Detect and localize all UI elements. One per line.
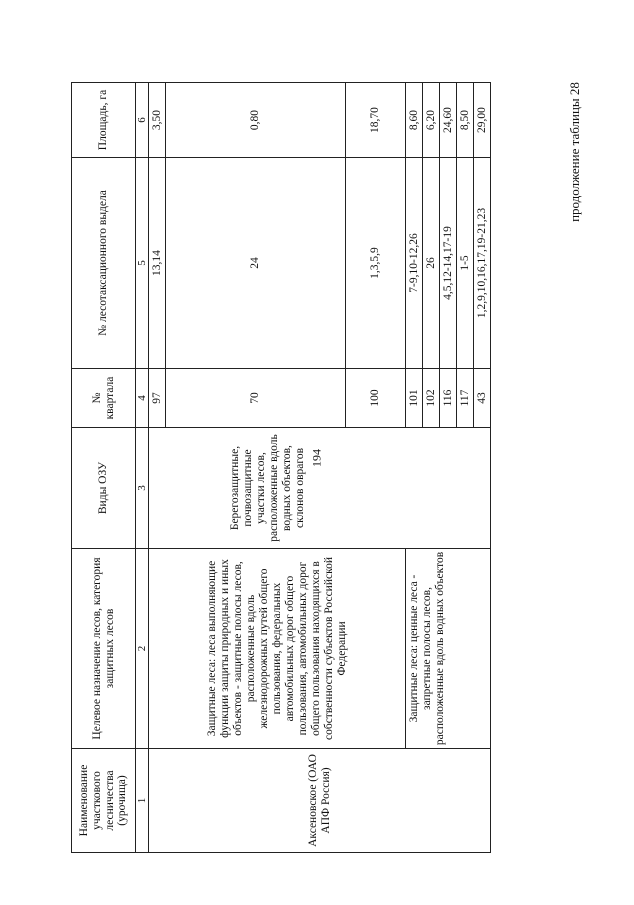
quarter-cell: 102 [423, 369, 440, 428]
protected-forests-table [71, 82, 491, 853]
quarter-cell: 116 [440, 369, 457, 428]
area-cell: 29,00 [474, 83, 491, 158]
header-purpose: Целевое назначение лесов, категория защитных лесов [72, 549, 136, 749]
ozu-type-cell: Берегозащитные, почвозащитные участки лесов, расположенные вдоль водных объектов, склонов оврагов [149, 428, 491, 549]
plot-numbers-cell: 1,2,9,10,16,17,19-21,23 [474, 158, 491, 369]
header-district: Наименование участкового лесничества (урочища) [72, 749, 136, 853]
table-header-row [72, 83, 136, 853]
quarter-cell: 101 [406, 369, 423, 428]
column-number: 4 [136, 369, 149, 428]
column-number: 3 [136, 428, 149, 549]
header-area: Площадь, га [72, 83, 136, 158]
area-cell: 24,60 [440, 83, 457, 158]
column-number: 2 [136, 549, 149, 749]
plot-numbers-cell: 26 [423, 158, 440, 369]
area-cell: 0,80 [166, 83, 346, 158]
district-name-cell: Аксеновское (ОАО АПФ Россия) [149, 749, 491, 853]
column-number: 6 [136, 83, 149, 158]
plot-numbers-cell: 4,5,12-14,17-19 [440, 158, 457, 369]
column-number: 5 [136, 158, 149, 369]
page-number: 194 [309, 449, 324, 467]
table-continuation-caption: продолжение таблицы 28 [567, 82, 582, 222]
table-row [149, 83, 166, 853]
header-quarter: № квартала [72, 369, 136, 428]
column-number-row [136, 83, 149, 853]
quarter-cell: 117 [457, 369, 474, 428]
quarter-cell: 70 [166, 369, 346, 428]
header-plot: № лесотаксационного выдела [72, 158, 136, 369]
forest-purpose-cell: Защитные леса: леса выполняющие функции защиты природных и иных объектов - защитные полосы лесов, расположенные вдоль железнодорожных путей общего пользования, федеральных автомобильных дорог общего пользования, автомобильных дорог общего пользования находящихся в собственности субъектов Российской Федерации [149, 549, 406, 749]
quarter-cell: 97 [149, 369, 166, 428]
area-cell: 18,70 [346, 83, 406, 158]
plot-numbers-cell: 1-5 [457, 158, 474, 369]
forest-purpose-cell: Защитные леса: ценные леса - запретные полосы лесов, расположенные вдоль водных объектов [406, 549, 491, 749]
area-cell: 8,50 [457, 83, 474, 158]
plot-numbers-cell: 1,3,5,9 [346, 158, 406, 369]
plot-numbers-cell: 13,14 [149, 158, 166, 369]
area-cell: 8,60 [406, 83, 423, 158]
plot-numbers-cell: 7-9,10-12,26 [406, 158, 423, 369]
area-cell: 6,20 [423, 83, 440, 158]
plot-numbers-cell: 24 [166, 158, 346, 369]
area-cell: 3,50 [149, 83, 166, 158]
column-number: 1 [136, 749, 149, 853]
rotated-table-container [71, 83, 491, 853]
quarter-cell: 100 [346, 369, 406, 428]
quarter-cell: 43 [474, 369, 491, 428]
header-ozu-type: Виды ОЗУ [72, 428, 136, 549]
